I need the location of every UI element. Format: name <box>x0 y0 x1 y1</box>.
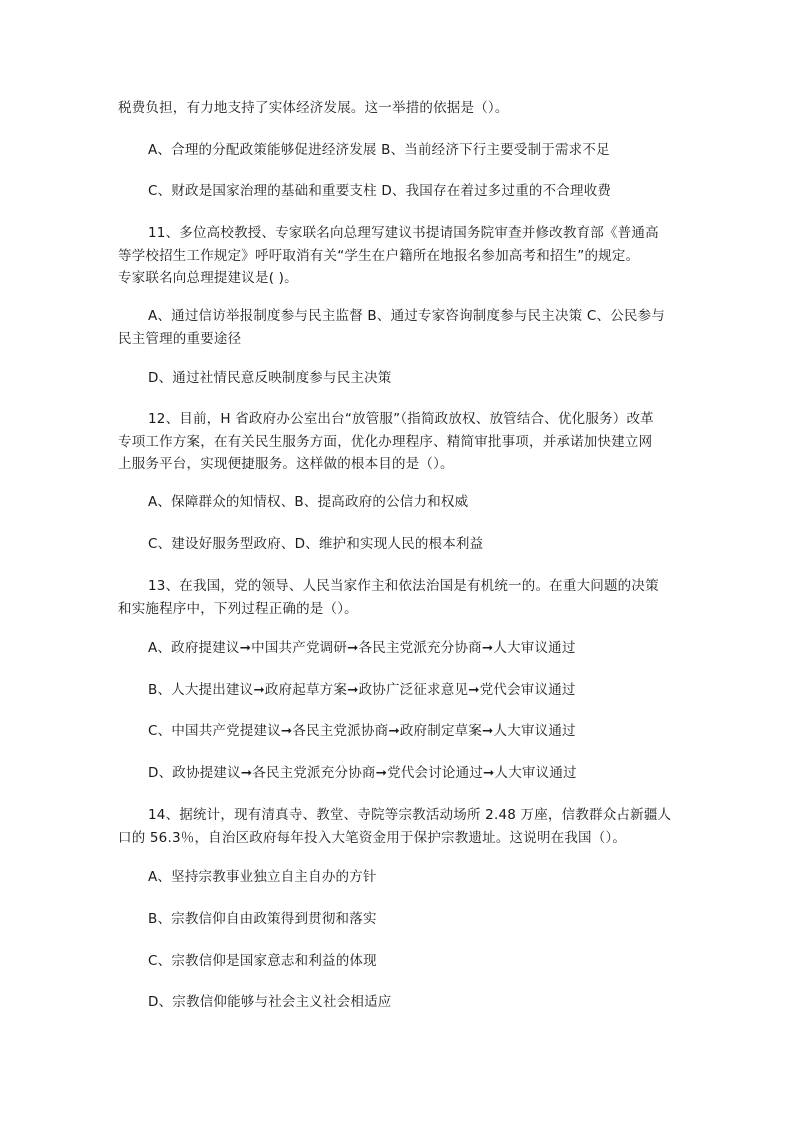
q11-option-line: A、通过信访举报制度参与民主监督 B、通过专家咨询制度参与民主决策 C、公民参与 <box>148 308 666 324</box>
q10-option-cd: C、财政是国家治理的基础和重要支柱 D、我国存在着过多过重的不合理收费 <box>148 183 612 199</box>
q11-stem-line: 专家联名向总理提建议是( )。 <box>118 270 298 286</box>
q11-options <box>118 305 678 350</box>
q12-option-cd: C、建设好服务型政府、D、维护和实现人民的根本利益 <box>148 536 484 552</box>
q12-stem <box>118 408 678 476</box>
q13-stem <box>118 575 678 620</box>
q11-stem-line: 等学校招生工作规定》呼吁取消有关“学生在户籍所在地报名参加高考和招生”的规定。 <box>118 247 640 264</box>
q11-stem-line: 11、多位高校教授、专家联名向总理写建议书提请国务院审查并修改教育部《普通高 <box>148 225 659 241</box>
q10-option-ab: A、合理的分配政策能够促进经济发展 B、当前经济下行主要受制于需求不足 <box>148 142 610 158</box>
q13-stem-line: 和实施程序中，下列过程正确的是（）。 <box>118 600 358 617</box>
q13-option-c: C、中国共产党提建议➞各民主党派协商➞政府制定草案➞人大审议通过 <box>148 723 576 739</box>
q14-option-c: C、宗教信仰是国家意志和利益的体现 <box>148 953 377 969</box>
intro-line: 税费负担，有力地支持了实体经济发展。这一举措的依据是（）。 <box>118 100 509 116</box>
q11-stem <box>118 222 678 290</box>
q12-stem-line: 上服务平台，实现便捷服务。这样做的根本目的是（）。 <box>118 456 454 472</box>
q13-option-d: D、政协提建议➞各民主党派充分协商➞党代会讨论通过➞人大审议通过 <box>148 765 577 781</box>
q14-option-a: A、坚持宗教事业独立自主自办的方针 <box>148 869 377 885</box>
q14-stem-line: 14、据统计，现有清真寺、教堂、寺院等宗教活动场所 2.48 万座，信教群众占新疆人 <box>148 807 672 823</box>
q13-option-b: B、人大提出建议➞政府起草方案➞政协广泛征求意见➞党代会审议通过 <box>148 682 576 698</box>
q14-option-b: B、宗教信仰自由政策得到贯彻和落实 <box>148 911 377 927</box>
q14-option-d: D、宗教信仰能够与社会主义社会相适应 <box>148 994 392 1010</box>
q11-option-d: D、通过社情民意反映制度参与民主决策 <box>148 370 392 386</box>
q14-stem-line: 口的 56.3％，自治区政府每年投入大笔资金用于保护宗教遗址。这说明在我国（）。 <box>118 829 627 846</box>
q12-option-ab: A、保障群众的知情权、B、提高政府的公信力和权威 <box>148 494 469 510</box>
q13-option-a: A、政府提建议➞中国共产党调研➞各民主党派充分协商➞人大审议通过 <box>148 640 576 656</box>
q12-stem-line: 12、目前，H 省政府办公室出台“放管服”（指简政放权、放管结合、优化服务）改革 <box>148 411 654 427</box>
q13-stem-line: 13、在我国，党的领导、人民当家作主和依法治国是有机统一的。在重大问题的决策 <box>148 578 659 594</box>
q12-stem-line: 专项工作方案，在有关民生服务方面，优化办理程序、精简审批事项，并承诺加快建立网 <box>118 433 653 450</box>
q14-stem <box>118 804 678 849</box>
q11-option-line: 民主管理的重要途径 <box>118 330 242 347</box>
